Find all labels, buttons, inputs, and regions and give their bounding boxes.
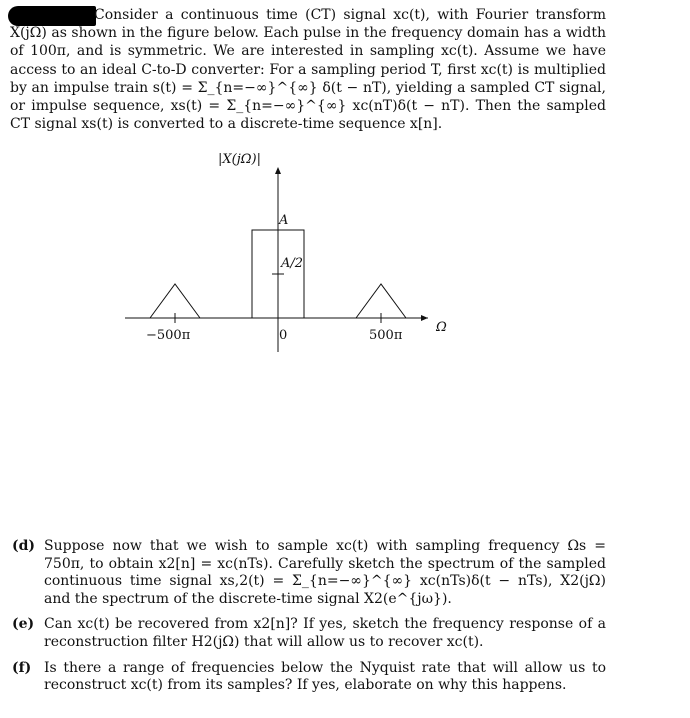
question-text: Is there a range of frequencies below the Nyquist rate that will allow us to reconstruct xc(t) from its samples? If yes, elaborate on why this happens. xyxy=(44,659,606,694)
question-list xyxy=(12,538,606,703)
y-axis-label: |X(jΩ)| xyxy=(218,152,261,167)
problem-intro xyxy=(10,6,606,133)
question-d xyxy=(12,538,606,608)
tick-label-pos500pi: 500π xyxy=(369,328,403,343)
question-f xyxy=(12,660,606,695)
omega-axis-arrow xyxy=(421,315,428,321)
spectrum-plot xyxy=(0,150,690,360)
triangle-pulse-neg500pi xyxy=(150,284,200,318)
question-label: (e) xyxy=(12,616,35,633)
question-text: Can xc(t) be recovered from x2[n]? If yes, sketch the frequency response of a reconstruction filter H2(jΩ) that will allow us to recover xc(t). xyxy=(44,616,606,650)
triangle-pulse-pos500pi xyxy=(356,284,406,318)
question-text: Suppose now that we wish to sample xc(t) with sampling frequency Ωs = 750π, to obtain x2[n] = xc(nTs). Carefully sketch the spectrum of the sampled continuous time signal xs,2(t) = Σ_{n=−∞}^{∞} xc(nTs)δ(t − nTs), X2(jΩ) and the spectrum of the discrete-time signal X2(e^{jω}). xyxy=(44,538,606,607)
tick-label-zero: 0 xyxy=(279,328,288,343)
question-label: (d) xyxy=(12,538,36,554)
label-a: A xyxy=(279,213,289,228)
tick-label-neg500pi: −500π xyxy=(146,328,191,343)
magnitude-axis-arrow xyxy=(275,167,281,174)
label-a-half: A/2 xyxy=(281,256,304,271)
question-label: (f) xyxy=(12,659,32,676)
intro-paragraph: Consider a continuous time (CT) signal xc(t), with Fourier transform X(jΩ) as shown in the figure below. Each pulse in the frequency domain has a width of 100π, and is symmetric. We are interested in sampling xc(t). Assume we have access to an ideal C-to-D converter: For a sampling period T, first xc(t) is multiplied by an impulse train s(t) = Σ_{n=−∞}^{∞} δ(t − nT), yielding a sampled CT signal, or impulse sequence, xs(t) = Σ_{n=−∞}^{∞} xc(nT)δ(t − nT). Then the sampled CT signal xs(t) is converted to a discrete-time sequence x[n]. xyxy=(10,7,606,133)
spectrum-figure xyxy=(0,150,690,360)
x-axis-label: Ω xyxy=(436,320,447,335)
question-e xyxy=(12,616,606,651)
